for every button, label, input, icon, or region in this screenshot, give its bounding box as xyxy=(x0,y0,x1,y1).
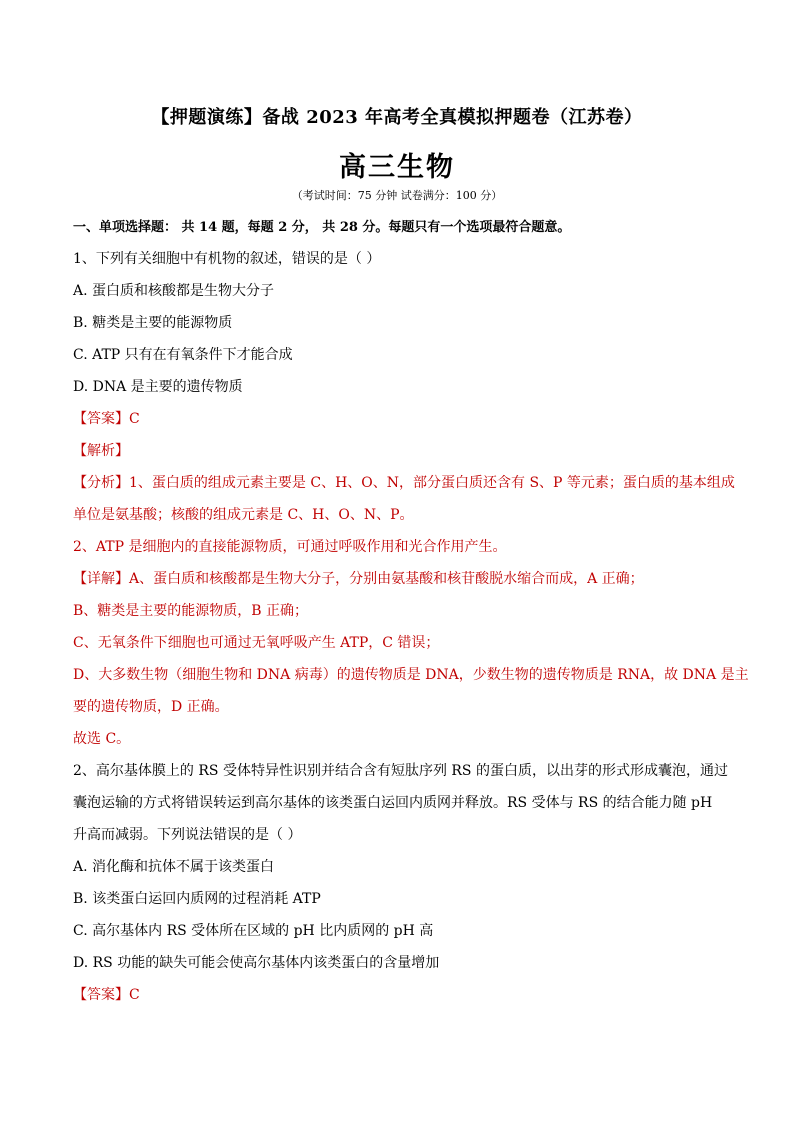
question-1-detail-line-5: 要的遗传物质，D 正确。 xyxy=(73,699,229,715)
question-1-option-b: B. 糖类是主要的能源物质 xyxy=(73,315,233,331)
question-1-analysis-line-2: 单位是氨基酸；核酸的组成元素是 C、H、O、N、P。 xyxy=(73,507,414,523)
exam-info: （考试时间：75 分钟 试卷满分：100 分） xyxy=(291,189,503,202)
section-heading: 一、单项选择题： 共 14 题，每题 2 分， 共 28 分。每题只有一个选项最符合题意。 xyxy=(73,220,571,235)
question-1-detail-line-3: C、无氧条件下细胞也可通过无氧呼吸产生 ATP，C 错误； xyxy=(73,635,440,651)
question-1-analysis-line-1: 【分析】1、蛋白质的组成元素主要是 C、H、O、N，部分蛋白质还含有 S、P 等元素；蛋白质的基本组成 xyxy=(73,475,735,491)
question-2-answer: 【答案】C xyxy=(73,987,140,1003)
question-2-option-a: A. 消化酶和抗体不属于该类蛋白 xyxy=(73,859,275,875)
question-1-analysis-line-3: 2、ATP 是细胞内的直接能源物质，可通过呼吸作用和光合作用产生。 xyxy=(73,539,507,555)
question-1-analysis-label: 【解析】 xyxy=(73,443,129,459)
question-2-stem-line-1: 2、高尔基体膜上的 RS 受体特异性识别并结合含有短肽序列 RS 的蛋白质，以出芽的形式形成囊泡，通过 xyxy=(73,763,728,779)
question-1-conclusion: 故选 C。 xyxy=(73,731,131,747)
question-2-stem-line-3: 升高而减弱。下列说法错误的是（ ） xyxy=(73,827,302,843)
document-title: 【押题演练】备战 2023 年高考全真模拟押题卷（江苏卷） xyxy=(151,107,643,128)
question-2-option-d: D. RS 功能的缺失可能会使高尔基体内该类蛋白的含量增加 xyxy=(73,955,440,971)
question-2-stem-line-2: 囊泡运输的方式将错误转运到高尔基体的该类蛋白运回内质网并释放。RS 受体与 RS 的结合能力随 pH xyxy=(73,795,713,811)
question-1-detail-line-1: 【详解】A、蛋白质和核酸都是生物大分子，分别由氨基酸和核苷酸脱水缩合而成，A 正确； xyxy=(73,571,644,587)
question-1-option-a: A. 蛋白质和核酸都是生物大分子 xyxy=(73,283,275,299)
question-1-detail-line-4: D、大多数生物（细胞生物和 DNA 病毒）的遗传物质是 DNA，少数生物的遗传物质是 RNA，故 DNA 是主 xyxy=(73,667,749,683)
question-1-stem: 1、下列有关细胞中有机物的叙述，错误的是（ ） xyxy=(73,251,381,267)
question-1-answer: 【答案】C xyxy=(73,411,140,427)
subject-title: 高三生物 xyxy=(339,152,455,183)
question-2-option-b: B. 该类蛋白运回内质网的过程消耗 ATP xyxy=(73,891,321,907)
question-1-option-d: D. DNA 是主要的遗传物质 xyxy=(73,379,243,395)
question-2-option-c: C. 高尔基体内 RS 受体所在区域的 pH 比内质网的 pH 高 xyxy=(73,923,434,939)
question-1-detail-line-2: B、糖类是主要的能源物质，B 正确； xyxy=(73,603,309,619)
question-1-option-c: C. ATP 只有在有氧条件下才能合成 xyxy=(73,347,293,363)
